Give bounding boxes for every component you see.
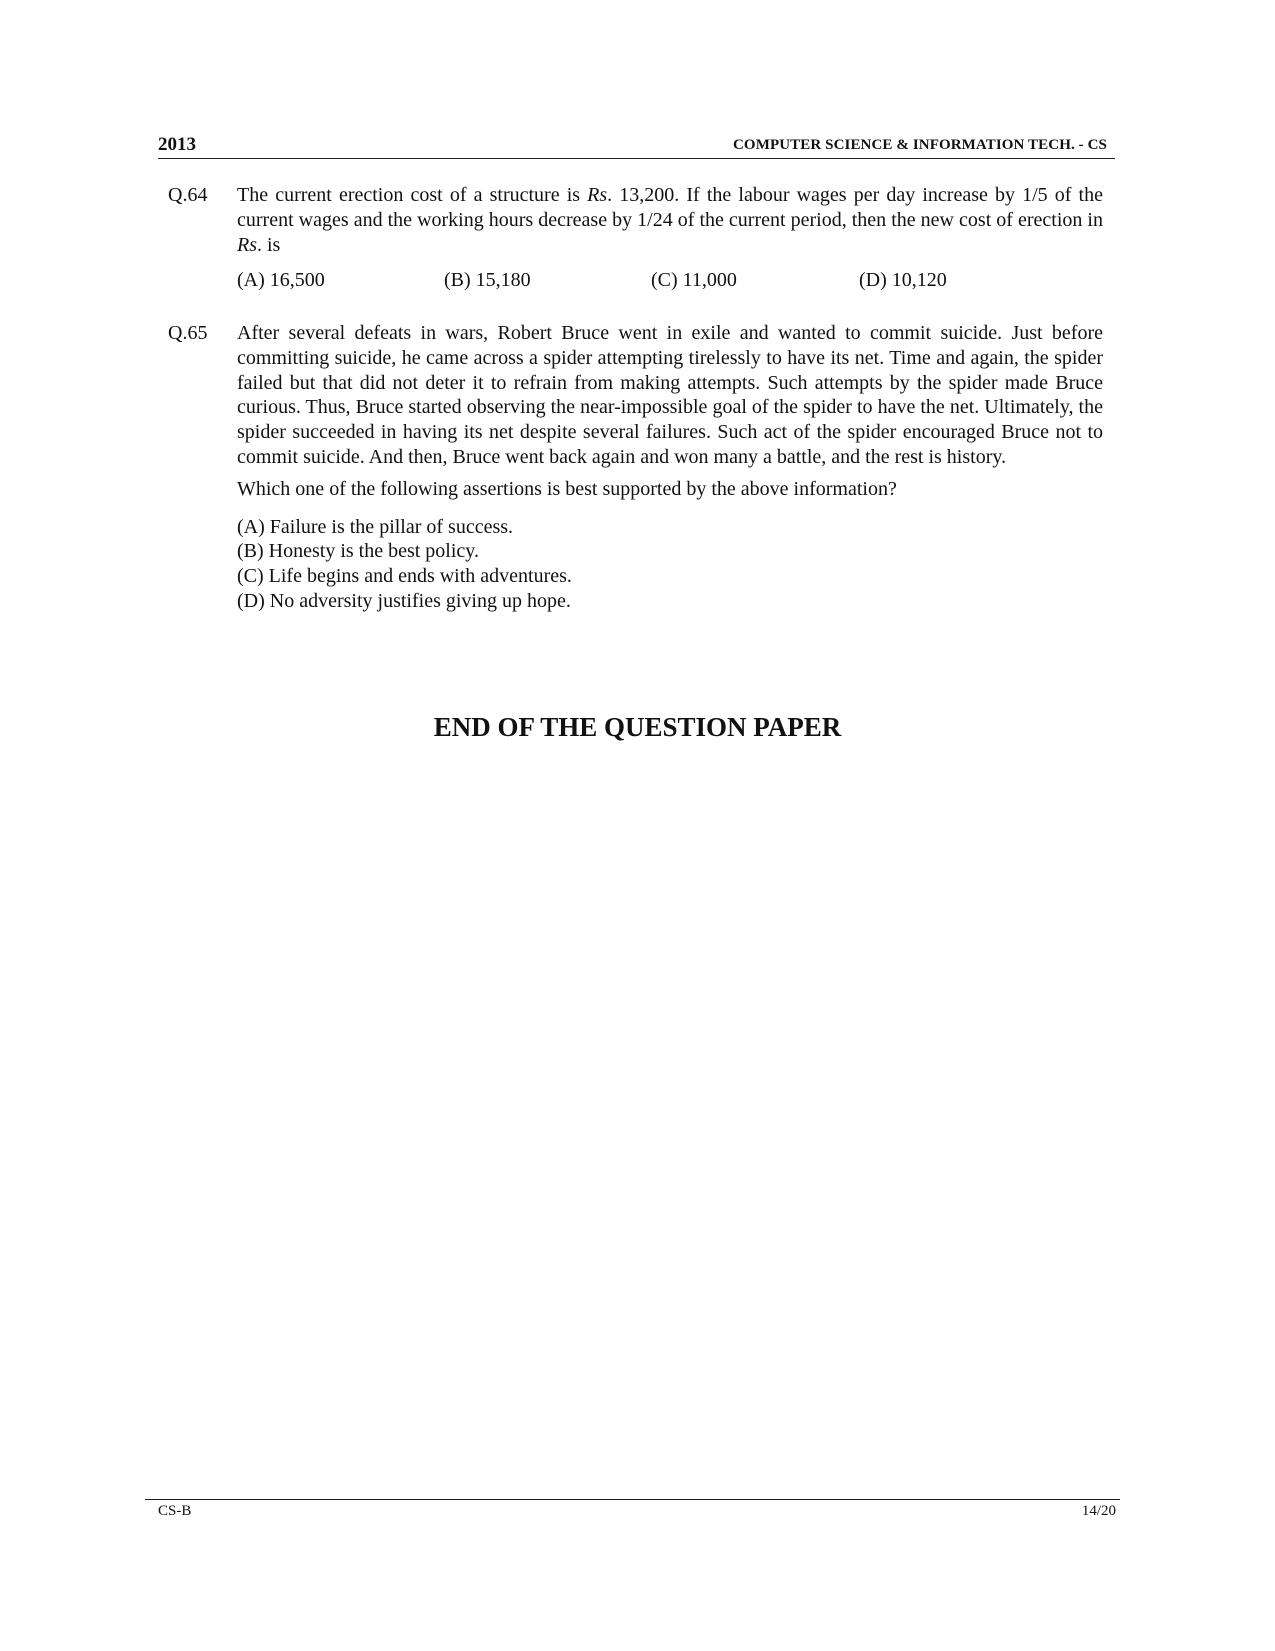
question-text-part: . 13,200. If the labour wages per day increase by 1/5 of the current wages and the working hours decrease by 1/24 of the current period, then the new cost of erection in (237, 184, 1103, 231)
question-text (237, 183, 1103, 257)
exam-year: 2013 (158, 134, 196, 155)
option-b: (B) 15,180 (444, 269, 531, 292)
answer-options (237, 515, 1103, 614)
option-a: (A) Failure is the pillar of success. (237, 515, 514, 538)
page-number: 14/20 (1081, 1503, 1116, 1519)
option-d: (D) 10,120 (859, 269, 947, 292)
question-prompt: Which one of the following assertions is best supported by the above information? (237, 477, 897, 500)
question-body (237, 183, 1103, 293)
page-header (158, 134, 1115, 159)
question-body (237, 321, 1103, 614)
option-d: (D) No adversity justifies giving up hope. (237, 589, 571, 612)
question-passage: After several defeats in wars, Robert Bruce went in exile and wanted to commit suicide. Just before committing suicide, he came across a spider attempting tirelessly to have its net. Time and again, the spider failed but that did not deter it to refrain from making attempts. Such attempts by the spider made Bruce curious. Thus, Bruce started observing the near-impossible goal of the spider to have the net. Ultimately, the spider succeeded in having its net despite several failures. Such act of the spider encouraged Bruce not to commit suicide. And then, Bruce went back again and won many a battle, and the rest is history. (237, 322, 1103, 468)
footer-divider (145, 1499, 1120, 1500)
currency-label: Rs (237, 233, 257, 256)
answer-options (237, 268, 1103, 293)
option-c: (C) 11,000 (651, 269, 737, 292)
end-of-paper-title: END OF THE QUESTION PAPER (433, 712, 842, 742)
option-a: (A) 16,500 (237, 269, 325, 292)
question-text-part: . is (257, 233, 281, 256)
option-c: (C) Life begins and ends with adventures. (237, 565, 572, 588)
option-b: (B) Honesty is the best policy. (237, 540, 480, 563)
question-text-part: The current erection cost of a structure is (237, 184, 588, 206)
question-number: Q.65 (168, 322, 208, 344)
question-number: Q.64 (168, 184, 208, 206)
currency-label: Rs (587, 184, 608, 206)
exam-subject: COMPUTER SCIENCE & INFORMATION TECH. - CS (733, 137, 1107, 153)
paper-code: CS-B (158, 1503, 192, 1519)
